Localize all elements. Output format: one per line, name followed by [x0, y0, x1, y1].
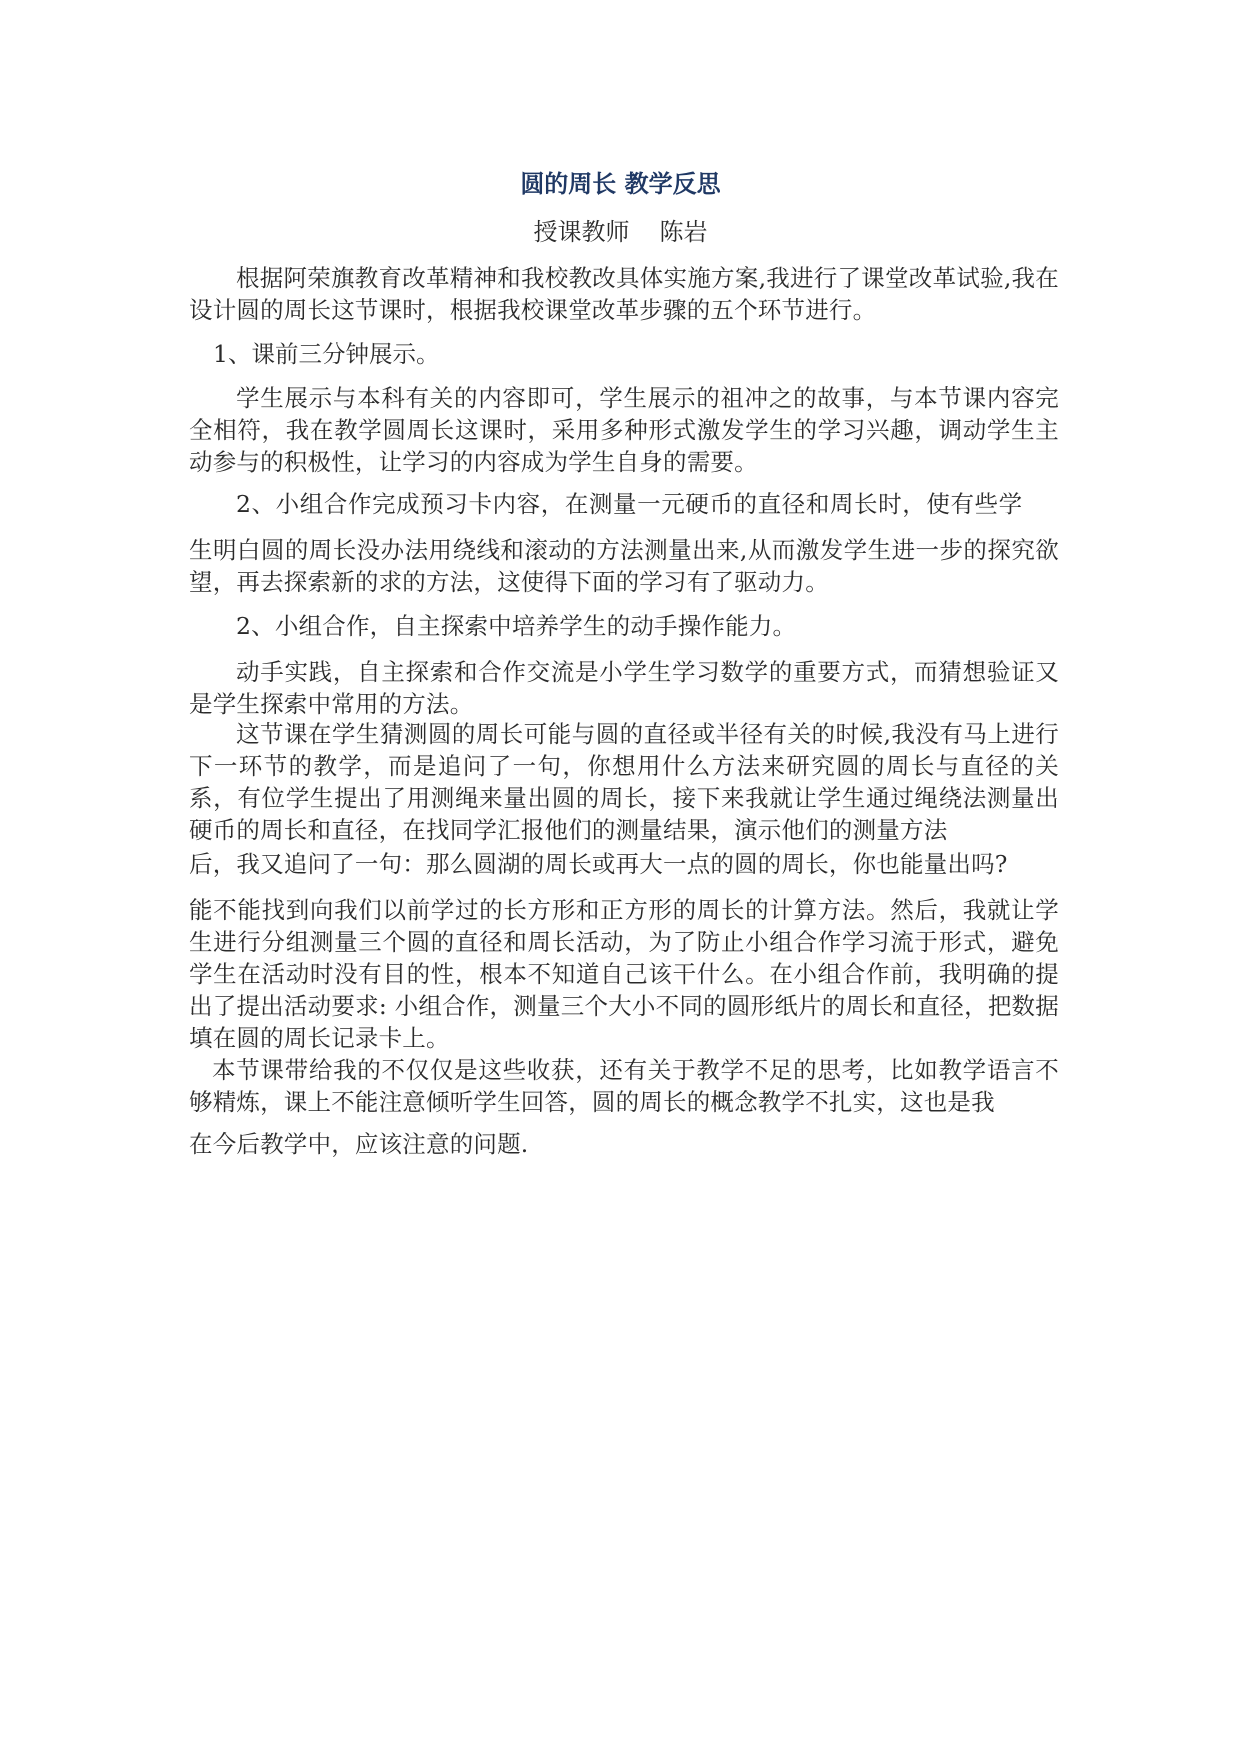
paragraph-intro: 根据阿荣旗教育改革精神和我校教改具体实施方案,我进行了课堂改革试验,我在设计圆的周长这节课时，根据我校课堂改革步骤的五个环节进行。 — [189, 264, 1059, 324]
paragraph-group-preview-line1: 2、小组合作完成预习卡内容，在测量一元硬币的直径和周长时，使有些学 — [236, 490, 1023, 518]
paragraph-lesson-process-part2: 后，我又追问了一句：那么圆湖的周长或再大一点的圆的周长，你也能量出吗? — [189, 850, 1008, 878]
byline-role: 授课教师 — [533, 218, 630, 246]
document-title: 圆的周长 教学反思 — [520, 170, 721, 198]
paragraph-reflection-part2: 在今后教学中，应该注意的问题. — [189, 1130, 529, 1158]
paragraph-hands-on: 动手实践，自主探索和合作交流是小学生学习数学的重要方式，而猜想验证又是学生探索中常用的方法。 — [189, 658, 1059, 718]
paragraph-reflection-part1: 本节课带给我的不仅仅是这些收获，还有关于教学不足的思考，比如教学语言不够精炼，课上不能注意倾听学生回答，圆的周长的概念教学不扎实，这也是我 — [189, 1056, 1059, 1116]
paragraph-group-preview-rest: 生明白圆的周长没办法用绕线和滚动的方法测量出来,从而激发学生进一步的探究欲望，再去探索新的求的方法，这使得下面的学习有了驱动力。 — [189, 536, 1059, 596]
paragraph-lesson-process-part3: 能不能找到向我们以前学过的长方形和正方形的周长的计算方法。然后，我就让学生进行分组测量三个圆的直径和周长活动，为了防止小组合作学习流于形式，避免学生在活动时没有目的性，根本不知道自己该干什么。在小组合作前，我明确的提出了提出活动要求: 小组合作，测量三个大小不同的圆形纸片的周长和直径，把数据填在圆的周长记录卡上。 — [189, 896, 1059, 1052]
byline-name: 陈岩 — [659, 218, 708, 246]
paragraph-student-display: 学生展示与本科有关的内容即可，学生展示的祖冲之的故事，与本节课内容完全相符，我在教学圆周长这课时，采用多种形式激发学生的学习兴趣，调动学生主动参与的积极性，让学习的内容成为学生自身的需要。 — [189, 384, 1059, 476]
section-heading-2: 2、小组合作，自主探索中培养学生的动手操作能力。 — [236, 612, 797, 640]
paragraph-lesson-process-part1: 这节课在学生猜测圆的周长可能与圆的直径或半径有关的时候,我没有马上进行下一环节的教学，而是追问了一句，你想用什么方法来研究圆的周长与直径的关系，有位学生提出了用测绳来量出圆的周长，接下来我就让学生通过绳绕法测量出硬币的周长和直径，在找同学汇报他们的测量结果，演示他们的测量方法 — [189, 720, 1059, 844]
section-heading-1: 1、课前三分钟展示。 — [213, 340, 440, 368]
byline — [0, 216, 1241, 248]
